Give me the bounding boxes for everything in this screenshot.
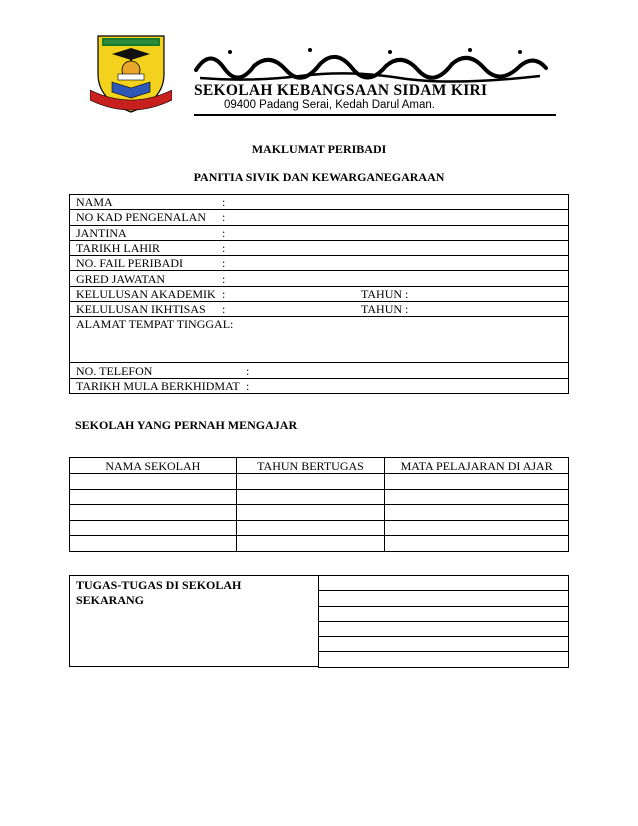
field-sep: :: [222, 210, 226, 225]
school-name: SEKOLAH KEBANGSAAN SIDAM KIRI: [194, 82, 488, 99]
field-label: NO KAD PENGENALAN: [76, 210, 206, 225]
field-cell[interactable]: [70, 302, 569, 317]
duty-cell[interactable]: [319, 621, 569, 636]
field-row: [70, 271, 569, 286]
duty-cell[interactable]: [319, 637, 569, 652]
field-row: [70, 363, 569, 378]
table-cell[interactable]: [70, 520, 237, 536]
field-label: JANTINA: [76, 225, 127, 240]
table-cell[interactable]: [70, 536, 237, 552]
table-cell[interactable]: [70, 489, 237, 505]
table-cell[interactable]: [70, 474, 237, 490]
duty-cell[interactable]: [319, 606, 569, 621]
field-label: KELULUSAN AKADEMIK: [76, 286, 216, 301]
duty-line: [319, 637, 569, 652]
field-cell[interactable]: [70, 286, 569, 301]
field-sep: :: [222, 256, 226, 271]
address-cell[interactable]: [70, 317, 569, 363]
duty-line: [319, 591, 569, 606]
table-cell[interactable]: [385, 505, 569, 521]
table-cell[interactable]: [236, 505, 385, 521]
duty-line: [319, 606, 569, 621]
column-header: TAHUN BERTUGAS: [236, 458, 385, 474]
school-address: 09400 Padang Serai, Kedah Darul Aman.: [224, 99, 435, 111]
field-sep: :: [222, 271, 226, 286]
duty-line: [319, 652, 569, 667]
field-label: NO. FAIL PERIBADI: [76, 256, 183, 271]
jawi-school-name: [190, 42, 550, 86]
field-label: KELULUSAN IKHTISAS: [76, 302, 206, 317]
table-row: [70, 489, 569, 505]
duty-line: [319, 621, 569, 636]
field-row: [70, 302, 569, 317]
field-row: [70, 378, 569, 393]
field-label: GRED JAWATAN: [76, 271, 166, 286]
table-row: [70, 520, 569, 536]
table-cell[interactable]: [385, 536, 569, 552]
table-cell[interactable]: [385, 474, 569, 490]
duties-section: [69, 575, 569, 667]
table-cell[interactable]: [70, 505, 237, 521]
field-row: [70, 240, 569, 255]
field-label: NAMA: [76, 195, 113, 210]
table-cell[interactable]: [236, 520, 385, 536]
field-label: TARIKH LAHIR: [76, 241, 161, 256]
duties-heading: TUGAS-TUGAS DI SEKOLAH SEKARANG: [69, 575, 319, 667]
form-title: MAKLUMAT PERIBADI: [251, 142, 387, 156]
field-row: [70, 195, 569, 210]
schools-table: [69, 457, 569, 552]
field-row-address: [70, 317, 569, 363]
duty-cell[interactable]: [319, 591, 569, 606]
field-sep: :: [222, 195, 226, 210]
field-cell[interactable]: [70, 256, 569, 271]
field-cell[interactable]: [70, 210, 569, 225]
table-cell[interactable]: [385, 520, 569, 536]
table-row: [70, 505, 569, 521]
field-sep: :: [222, 225, 226, 240]
school-crest-logo: [90, 30, 172, 116]
letterhead: [90, 30, 560, 120]
table-cell[interactable]: [236, 489, 385, 505]
field-label: NO. TELEFON: [76, 363, 153, 378]
form-subtitle: PANITIA SIVIK DAN KEWARGANEGARAAN: [193, 170, 445, 184]
column-header: NAMA SEKOLAH: [70, 458, 237, 474]
duty-cell[interactable]: [319, 652, 569, 667]
table-row: [70, 474, 569, 490]
field-cell[interactable]: [70, 195, 569, 210]
field-cell[interactable]: [70, 271, 569, 286]
field-label: TARIKH MULA BERKHIDMAT: [76, 378, 240, 393]
field-sep: :: [222, 302, 226, 317]
field-cell[interactable]: [70, 363, 569, 378]
field-row: [70, 256, 569, 271]
year-label: TAHUN :: [361, 302, 409, 317]
table-row: [70, 536, 569, 552]
duty-line: [319, 576, 569, 591]
field-sep: :: [246, 378, 250, 393]
field-cell[interactable]: [70, 225, 569, 240]
field-cell[interactable]: [70, 240, 569, 255]
field-label: ALAMAT TEMPAT TINGGAL:: [76, 317, 234, 332]
header-divider: [194, 114, 556, 116]
field-row: [70, 225, 569, 240]
table-cell[interactable]: [385, 489, 569, 505]
table-cell[interactable]: [236, 536, 385, 552]
field-cell[interactable]: [70, 378, 569, 393]
field-row: [70, 210, 569, 225]
field-sep: :: [222, 286, 226, 301]
year-label: TAHUN :: [361, 286, 409, 301]
field-sep: :: [222, 241, 226, 256]
table-header-row: [70, 458, 569, 474]
personal-info-table: [69, 194, 569, 394]
duties-lines: [318, 575, 569, 668]
field-row: [70, 286, 569, 301]
table-cell[interactable]: [236, 474, 385, 490]
schools-heading: SEKOLAH YANG PERNAH MENGAJAR: [75, 418, 298, 432]
field-sep: :: [246, 363, 250, 378]
column-header: MATA PELAJARAN DI AJAR: [385, 458, 569, 474]
duty-cell[interactable]: [319, 576, 569, 591]
